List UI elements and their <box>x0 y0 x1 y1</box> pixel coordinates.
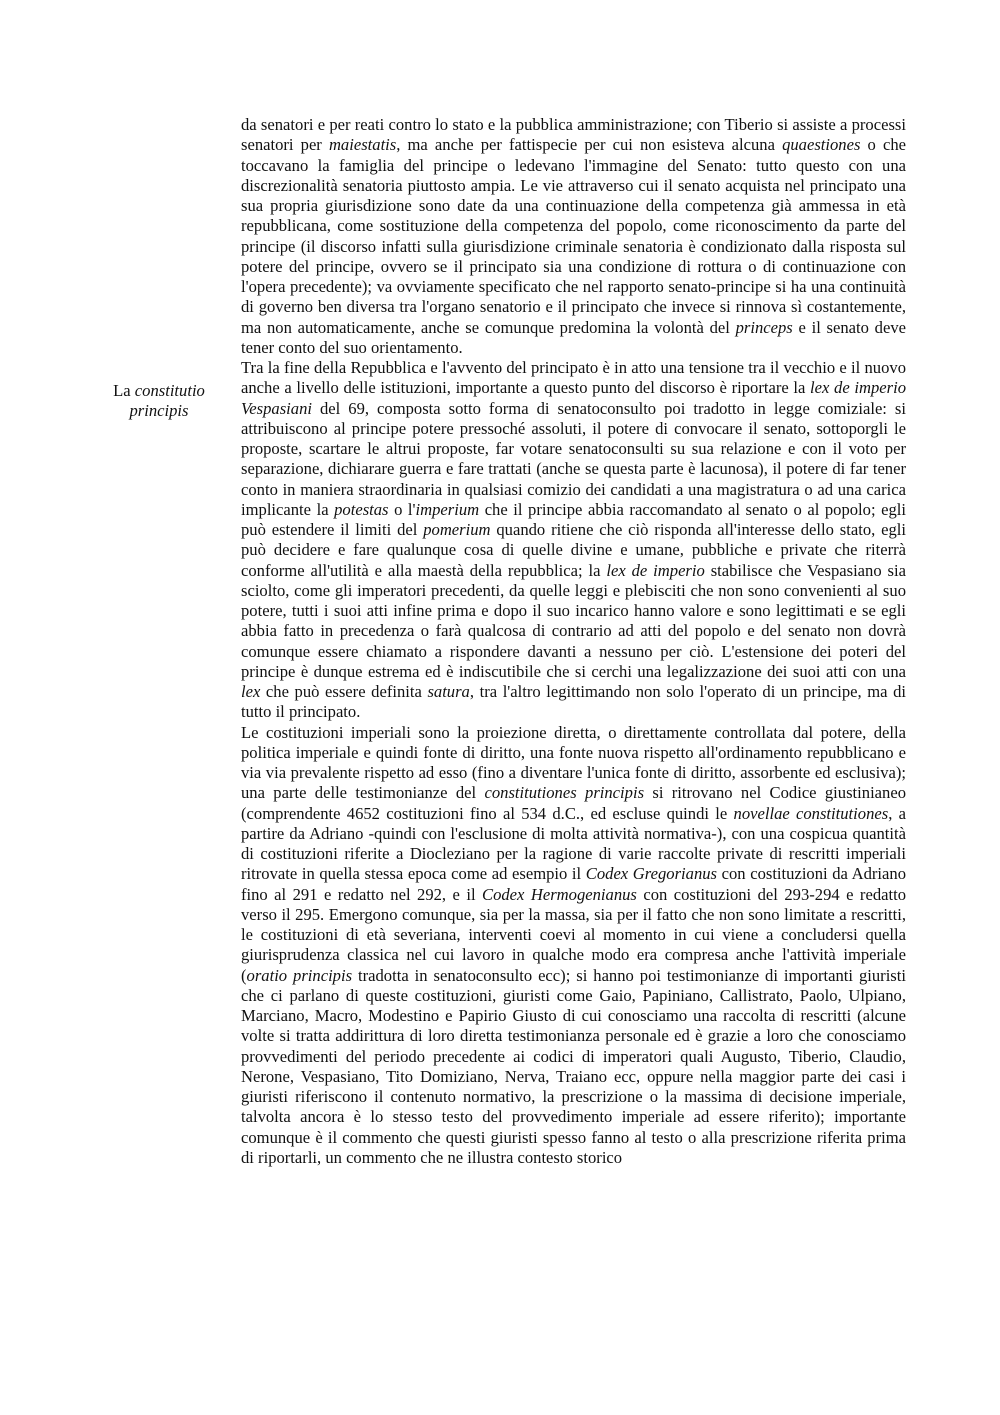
italic-term: constitutiones principis <box>484 783 645 803</box>
text-run: , tra l'altro legittimando non solo l'operato di un principe, ma di tutto il principato. <box>241 682 906 722</box>
italic-term: imperium <box>415 499 480 519</box>
text-run: o che toccavano la famiglia del principe o ledevano l'immagine del Senato: tutto questo con una discrezionalità senatoria piuttosto ampia. Le vie attraverso cui il senato acquista nel principato una sua propria giurisdizione sono date da una continuazione della competenza già ammessa in età repubblicana, come sostituzione della competenza del popolo, come riconoscimento da parte del principe (il discorso infatti sulla giurisdizione criminale senatoria è condizionato dalla risposta sul potere del principe, ovvero se il principato sia una condizione di rottura o di continuazione con l'opera precedente); va ovviamente specificato che nel rapporto senato-principe si ha una continuità di governo ben diversa tra l'organo senatorio e il principato che invece si rinnova sì costantemente, ma non automaticamente, anche se comunque predomina la volontà del <box>241 135 906 337</box>
italic-term: princeps <box>735 317 793 337</box>
text-run: da senatori e per reati contro lo stato e la pubblica amministrazione; con Tiberio si assiste a processi senatori per <box>241 115 906 155</box>
margin-note-plain: La <box>113 381 131 400</box>
italic-term: lex <box>241 682 261 701</box>
italic-term: novellae constitutiones <box>733 803 889 823</box>
paragraph <box>241 115 906 358</box>
text-run: si ritrovano nel Codice giustinianeo (comprendente 4652 costituzioni fino al 534 d.C., ed escluse quindi le <box>241 783 906 823</box>
italic-term: lex de imperio <box>606 560 705 580</box>
text-run: Le costituzioni imperiali sono la proiezione diretta, o direttamente controllata dal potere, della politica imperiale e quindi fonte di diritto, una fonte nuova rispetto all'ordinamento repubblicano e via via prevalente rispetto ad esso (fino a diventare l'unica fonte di diritto, assorbente ed esclusiva); una parte delle testimonianze del <box>241 722 906 803</box>
italic-term: oratio principis <box>246 965 353 985</box>
text-run: stabilisce che Vespasiano sia sciolto, come gli imperatori precedenti, da quelle leggi e plebisciti che non sono convenienti al suo potere, tutti i suoi atti infine prima e dopo il suo incarico hanno valore e sono legittimati e se egli abbia fatto in precedenza o farà qualcosa di contrario ad atti del popolo e del senato non dovrà comunque essere chiamato a rispondere davanti a nessuno per ciò. L'estensione dei poteri del principe è dunque estrema ed è indiscutibile che si cerchi una legalizzazione dei suoi atti con una <box>241 560 906 681</box>
text-run: e il senato deve tener conto del suo orientamento. <box>241 317 907 357</box>
main-text-column <box>241 115 906 1168</box>
italic-term: Codex Gregorianus <box>585 864 717 884</box>
text-run: quando ritiene che ciò risponda all'interesse dello stato, egli può decidere e fare qualunque cosa di quelle divine e umane, pubbliche e private che riterrà conforme all'utilità e alla maestà della repubblica; la <box>241 520 907 580</box>
paragraph <box>241 723 906 1169</box>
italic-term: lex de imperio Vespasiani <box>241 378 906 418</box>
text-run: con costituzioni del 293-294 e redatto verso il 295. Emergono comunque, sia per la massa, sia per il fatto che non sono limitate a rescritti, le costituzioni di età severiana, interventi coevi al momento in cui viene a concludersi quella giurisprudenza classica nel cui lavoro in qualche modo era compresa anche l'attività imperiale ( <box>241 884 906 985</box>
italic-term: pomerium <box>423 520 491 539</box>
text-run: o l' <box>388 499 416 519</box>
text-run: , ma anche per fattispecie per cui non esisteva alcuna <box>396 135 783 155</box>
italic-term: potestas <box>334 499 389 519</box>
margin-note <box>100 381 218 421</box>
italic-term: maiestatis <box>328 135 397 155</box>
italic-term: satura <box>427 682 470 701</box>
text-run: del 69, composta sotto forma di senatoconsulto poi tradotto in legge comiziale: si attribuiscono al principe potere pressoché assoluti, il potere di convocare il senato, sottoporgli le proposte, scartare le altrui proposte, far votare senatoconsulti su sua relazione e con il voto per separazione, dichiarare guerra e fare trattati (anche se questa parte è lacunosa), il potere di far tener conto in maniera straordinaria in qualsiasi comizio dei candidati a una magistratura o ad una carica implicante la <box>241 398 906 519</box>
text-run: tradotta in senatoconsulto ecc); si hanno poi testimonianze di importanti giuristi che ci parlano di queste costituzioni, giuristi come Gaio, Papiniano, Callistrato, Paolo, Ulpiano, Marciano, Macro, Modestino e Papirio Giusto di cui conosciamo una raccolta di rescritti (alcune volte si tratta addirittura di loro diretta testimonianza personale ed è grazie a loro che conosciamo provvedimenti del periodo precedente ai codici di imperatori quali Augusto, Tiberio, Claudio, Nerone, Vespasiano, Tito Domiziano, Nerva, Traiano ecc, oppure nella maggior parte dei casi i giuristi riferiscono il contenuto normativo, la prescrizione o la massima di decisione imperiale, talvolta ancora è lo stesso testo del provvedimento imperiale ad essere riferito); importante comunque è il commento che questi giuristi spesso fanno al testo o alla prescrizione riferita prima di riportarli, un commento che ne illustra contesto storico <box>241 965 906 1167</box>
text-run: con costituzioni da Adriano fino al 291 e redatto nel 292, e il <box>241 864 906 904</box>
text-run: Tra la fine della Repubblica e l'avvento del principato è in atto una tensione tra il vecchio e il nuovo anche a livello delle istituzioni, importante a questo punto del discorso è riportare la <box>241 358 906 398</box>
text-run: che può essere definita <box>260 682 428 701</box>
paragraph <box>241 358 906 723</box>
italic-term: Codex Hermogenianus <box>482 884 637 904</box>
margin-note-italic-b: principis <box>129 401 189 421</box>
text-run: , a partire da Adriano -quindi con l'esclusione di molta attività normativa-), con una cospicua quantità di costituzioni riferite a Diocleziano per la ragione di varie raccolte private di rescritti imperiali ritrovate in quella stessa epoca come ad esempio il <box>241 803 906 884</box>
margin-note-italic-a: constitutio <box>134 381 205 400</box>
text-run: che il principe abbia raccomandato al senato o al popolo; egli può estendere il limiti del <box>241 499 907 539</box>
italic-term: quaestiones <box>782 135 861 155</box>
